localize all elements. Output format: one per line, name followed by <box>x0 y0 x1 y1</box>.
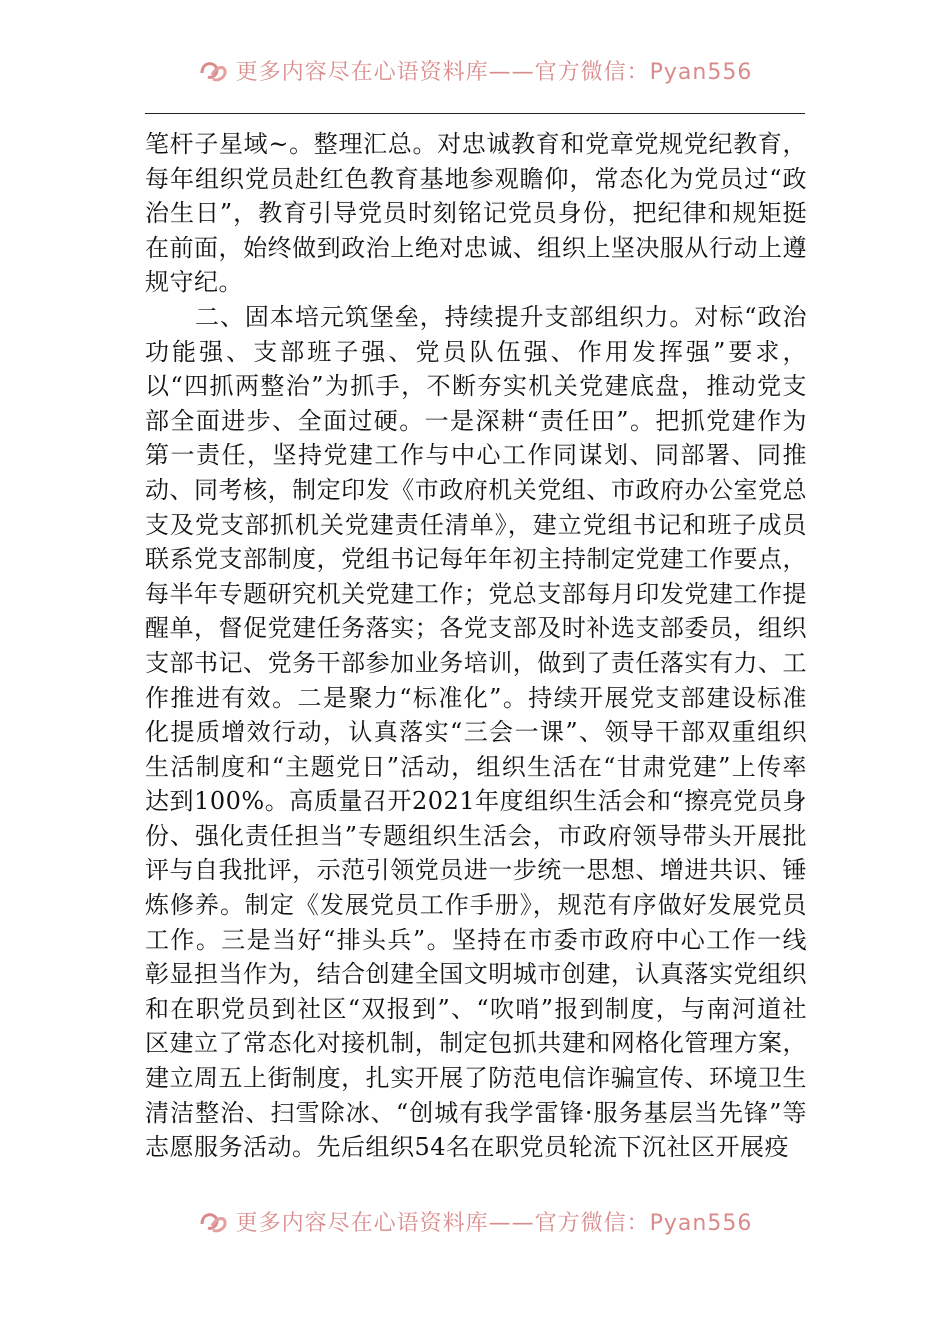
paragraph-section-two: 二、固本培元筑堡垒，持续提升支部组织力。对标“政治功能强、支部班子强、党员队伍强、作用发挥强”要求，以“四抓两整治”为抓手，不断夯实机关党建底盘，推动党支部全面进步、全面过硬。一是深耕“责任田”。把抓党建作为第一责任，坚持党建工作与中心工作同谋划、同部署、同推动、同考核，制定印发《市政府机关党组、市政府办公室党总支及党支部抓机关党建责任清单》，建立党组书记和班子成员联系党支部制度，党组书记每年年初主持制定党建工作要点，每半年专题研究机关党建工作；党总支部每月印发党建工作提醒单，督促党建任务落实；各党支部及时补选支部委员，组织支部书记、党务干部参加业务培训，做到了责任落实有力、工作推进有效。二是聚力“标准化”。持续开展党支部建设标准化提质增效行动，认真落实“三会一课”、领导干部双重组织生活制度和“主题党日”活动，组织生活在“甘肃党建”上传率达到100%。高质量召开2021年度组织生活会和“擦亮党员身份、强化责任担当”专题组织生活会，市政府领导带头开展批评与自我批评，示范引领党员进一步统一思想、增进共识、锤炼修养。制定《发展党员工作手册》，规范有序做好发展党员工作。三是当好“排头兵”。坚持在市委市政府中心工作一线彰显担当作为，结合创建全国文明城市创建，认真落实党组织和在职党员到社区“双报到”、“吹哨”报到制度，与南河道社区建立了常态化对接机制，制定包抓共建和网格化管理方案，建立周五上街制度，扎实开展了防范电信诈骗宣传、环境卫生清洁整治、扫雪除冰、“创城有我学雷锋·服务基层当先锋”等志愿服务活动。先后组织54名在职党员轮流下沉社区开展疫 <box>145 302 807 1162</box>
paragraph-continuation: 笔杆子星域~。整理汇总。对忠诚教育和党章党规党纪教育，每年组织党员赴红色教育基地参观瞻仰，常态化为党员过“政治生日”，教育引导党员时刻铭记党员身份，把纪律和规矩挺在前面，始终做到政治上绝对忠诚、组织上坚决服从行动上遵规守纪。 <box>145 130 807 297</box>
header-watermark <box>0 50 950 90</box>
document-body <box>145 127 807 1165</box>
footer-watermark <box>0 1201 950 1241</box>
watermark-logo-icon <box>198 55 228 85</box>
watermark-text: 更多内容尽在心语资料库——官方微信：Pyan556 <box>235 1210 753 1236</box>
watermark-logo-icon <box>198 1206 228 1236</box>
watermark-text: 更多内容尽在心语资料库——官方微信：Pyan556 <box>235 59 753 85</box>
header-divider <box>145 113 805 114</box>
